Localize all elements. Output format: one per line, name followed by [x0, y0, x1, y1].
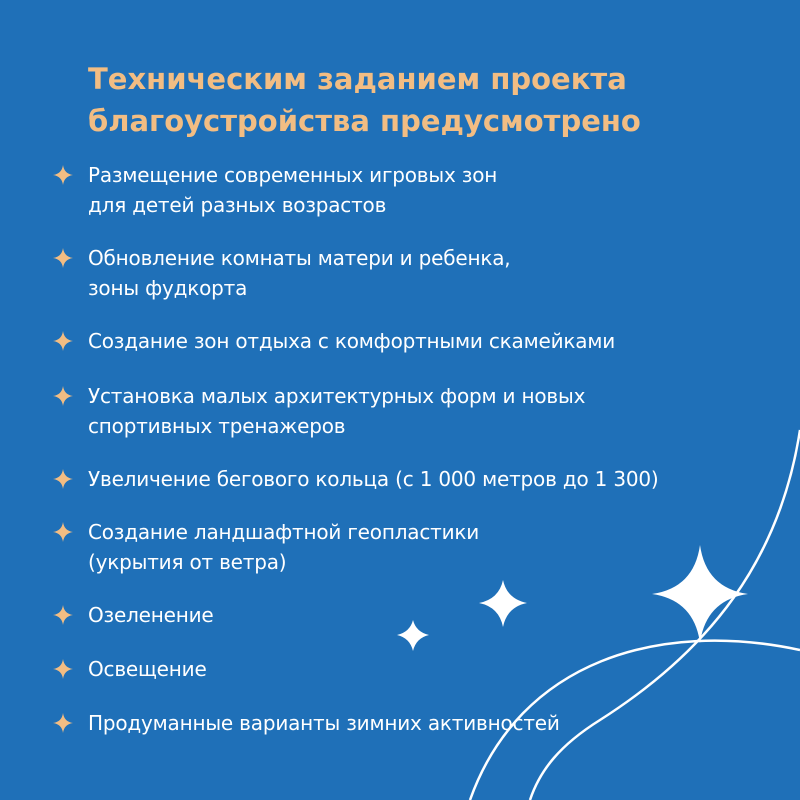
four-point-star-icon: [52, 468, 74, 490]
list-item-text: Продуманные варианты зимних активностей: [88, 711, 560, 735]
four-point-star-icon: [52, 385, 74, 407]
title-line-1: Техническим заданием проекта: [88, 62, 627, 96]
list-item-text: Размещение современных игровых зон для детей разных возрастов: [88, 163, 498, 217]
list-item-text: Создание зон отдыха с комфортными скамейками: [88, 329, 616, 353]
four-point-star-icon: [52, 604, 74, 626]
four-point-star-icon: [52, 247, 74, 269]
list-item-text: Озеленение: [88, 603, 214, 627]
list-item-text: Обновление комнаты матери и ребенка, зоны фудкорта: [88, 246, 511, 300]
title-line-2: благоустройства предусмотрено: [88, 104, 641, 138]
four-point-star-icon: [52, 164, 74, 186]
four-point-star-icon: [52, 521, 74, 543]
list-item-text: Освещение: [88, 657, 207, 681]
list-item-text: Создание ландшафтной геопластики (укрытия от ветра): [88, 520, 480, 574]
list-item-text: Увеличение бегового кольца (с 1 000 метров до 1 300): [88, 467, 659, 491]
four-point-star-icon: [52, 330, 74, 352]
four-point-star-icon: [52, 712, 74, 734]
four-point-star-icon: [52, 658, 74, 680]
list-item-text: Установка малых архитектурных форм и новых спортивных тренажеров: [88, 384, 586, 438]
